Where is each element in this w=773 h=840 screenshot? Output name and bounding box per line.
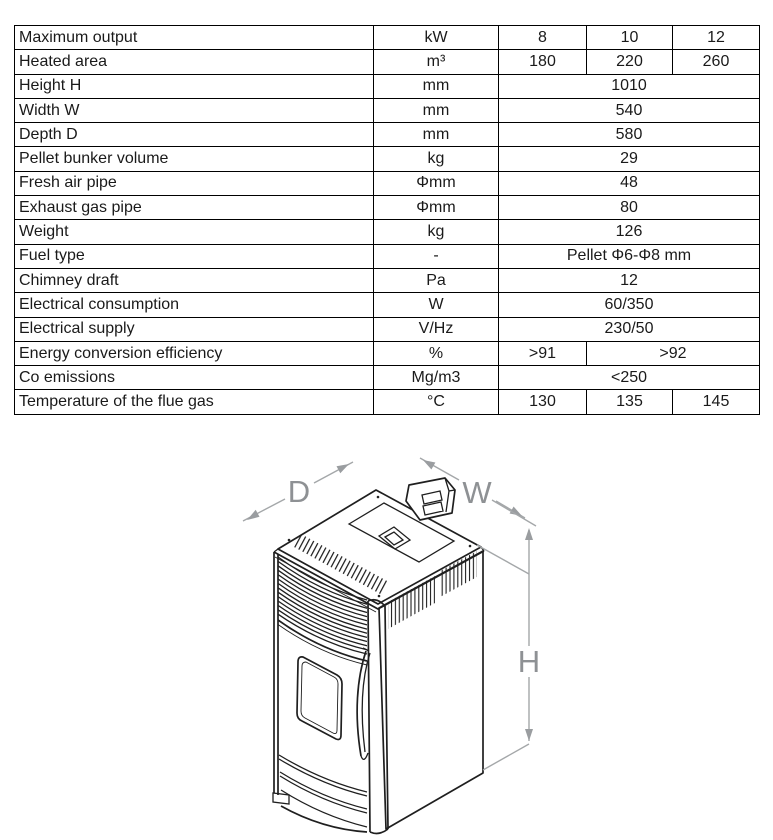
spec-label: Exhaust gas pipe bbox=[15, 196, 374, 220]
dimension-label-depth: D bbox=[287, 474, 311, 509]
arrowhead bbox=[525, 528, 533, 540]
spec-unit: Mg/m3 bbox=[374, 366, 499, 390]
spec-label: Temperature of the flue gas bbox=[15, 390, 374, 414]
dimension-label-height: H bbox=[517, 644, 541, 679]
spec-unit: mm bbox=[374, 98, 499, 122]
spec-value: 145 bbox=[673, 390, 760, 414]
spec-unit: °C bbox=[374, 390, 499, 414]
arrowhead bbox=[247, 510, 260, 520]
spec-unit: mm bbox=[374, 123, 499, 147]
spec-label: Maximum output bbox=[15, 26, 374, 50]
dimension-height bbox=[477, 500, 540, 770]
spec-value: 540 bbox=[499, 98, 760, 122]
spec-value: 260 bbox=[673, 50, 760, 74]
table-row bbox=[15, 366, 760, 390]
spec-unit: kg bbox=[374, 220, 499, 244]
table-row bbox=[15, 220, 760, 244]
spec-label: Electrical supply bbox=[15, 317, 374, 341]
spec-unit: - bbox=[374, 244, 499, 268]
table-row bbox=[15, 74, 760, 98]
table-row bbox=[15, 98, 760, 122]
spec-label: Weight bbox=[15, 220, 374, 244]
spec-value: >92 bbox=[587, 341, 760, 365]
table-row bbox=[15, 390, 760, 414]
arrowhead bbox=[337, 464, 350, 473]
spec-value: 80 bbox=[499, 196, 760, 220]
spec-value: 12 bbox=[499, 268, 760, 292]
spec-unit: Φmm bbox=[374, 196, 499, 220]
table-row bbox=[15, 171, 760, 195]
spec-label: Pellet bunker volume bbox=[15, 147, 374, 171]
table-row bbox=[15, 196, 760, 220]
table-row bbox=[15, 147, 760, 171]
table-row bbox=[15, 341, 760, 365]
spec-value: >91 bbox=[499, 341, 587, 365]
spec-label: Electrical consumption bbox=[15, 293, 374, 317]
spec-value: 180 bbox=[499, 50, 587, 74]
spec-label: Depth D bbox=[15, 123, 374, 147]
spec-value: <250 bbox=[499, 366, 760, 390]
spec-unit: mm bbox=[374, 74, 499, 98]
spec-value: 12 bbox=[673, 26, 760, 50]
stove-body bbox=[273, 478, 484, 833]
spec-unit: Pa bbox=[374, 268, 499, 292]
spec-value: 130 bbox=[499, 390, 587, 414]
front-left-pillar bbox=[274, 552, 278, 795]
spec-unit: Φmm bbox=[374, 171, 499, 195]
spec-value: 135 bbox=[587, 390, 673, 414]
spec-label: Fresh air pipe bbox=[15, 171, 374, 195]
stove-dimension-drawing bbox=[220, 440, 580, 840]
spec-value: 580 bbox=[499, 123, 760, 147]
spec-unit: W bbox=[374, 293, 499, 317]
spec-value: 220 bbox=[587, 50, 673, 74]
table-row bbox=[15, 50, 760, 74]
table-row bbox=[15, 268, 760, 292]
table-row bbox=[15, 244, 760, 268]
spec-label: Height H bbox=[15, 74, 374, 98]
spec-unit: m³ bbox=[374, 50, 499, 74]
spec-label: Fuel type bbox=[15, 244, 374, 268]
table-row bbox=[15, 293, 760, 317]
spec-value: 126 bbox=[499, 220, 760, 244]
arrowhead bbox=[423, 460, 435, 470]
table-row bbox=[15, 317, 760, 341]
table-row bbox=[15, 123, 760, 147]
spec-unit: kg bbox=[374, 147, 499, 171]
spec-value: 230/50 bbox=[499, 317, 760, 341]
spec-value: Pellet Φ6-Φ8 mm bbox=[499, 244, 760, 268]
spec-value: 8 bbox=[499, 26, 587, 50]
spec-value: 10 bbox=[587, 26, 673, 50]
dimension-depth bbox=[243, 462, 353, 521]
table-row bbox=[15, 26, 760, 50]
arrowhead bbox=[525, 729, 533, 741]
door-window bbox=[297, 657, 342, 740]
spec-unit: kW bbox=[374, 26, 499, 50]
spec-value: 60/350 bbox=[499, 293, 760, 317]
spec-label: Heated area bbox=[15, 50, 374, 74]
spec-unit: V/Hz bbox=[374, 317, 499, 341]
spec-value: 1010 bbox=[499, 74, 760, 98]
spec-label: Co emissions bbox=[15, 366, 374, 390]
bottom-drawer bbox=[279, 755, 367, 832]
spec-value: 29 bbox=[499, 147, 760, 171]
dimension-label-width: W bbox=[462, 475, 492, 510]
specification-table bbox=[14, 25, 760, 415]
spec-label: Energy conversion efficiency bbox=[15, 341, 374, 365]
spec-value: 48 bbox=[499, 171, 760, 195]
spec-label: Chimney draft bbox=[15, 268, 374, 292]
spec-label: Width W bbox=[15, 98, 374, 122]
spec-unit: % bbox=[374, 341, 499, 365]
